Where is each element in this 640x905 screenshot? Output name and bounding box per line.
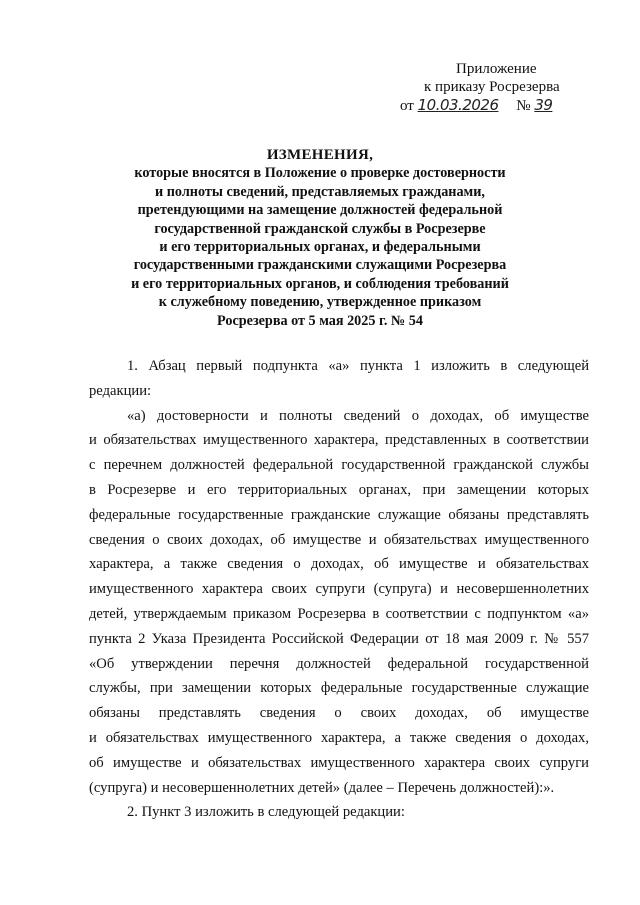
paragraph-line: пункта 2 Указа Президента Российской Федерации от 18 мая 2009 г. № 557 — [89, 630, 589, 647]
document-title — [0, 146, 640, 330]
paragraph-line: (супруга) и несовершеннолетних детей» (далее – Перечень должностей):». — [89, 779, 555, 796]
paragraph-line: об имуществе и обязательствах имущественного характера своих супруги — [89, 754, 589, 771]
paragraph-1 — [89, 354, 589, 404]
date-prefix: от — [400, 98, 414, 114]
title-line: и полноты сведений, представляемых гражданами, — [155, 183, 485, 200]
paragraph-line: «а) достоверности и полноты сведений о доходах, об имуществе — [127, 407, 589, 424]
document-body — [89, 354, 589, 825]
title-line: государственной гражданской службы в Росрезерве — [154, 220, 486, 237]
paragraph-line: и обязательствах имущественного характера, представленных в соответствии — [89, 432, 589, 449]
title-line: к служебному поведению, утвержденное приказом — [158, 294, 482, 311]
paragraph-line: в Росрезерве и его территориальных органах, при замещении которых — [89, 481, 589, 498]
title-line: и его территориальных органах, и федеральными — [159, 239, 481, 256]
paragraph-line: с перечнем должностей федеральной государственной гражданской службы — [89, 457, 589, 474]
title-heading: ИЗМЕНЕНИЯ, — [266, 147, 374, 163]
paragraph-line: детей, утверждаемым приказом Росрезерва в соответствии с подпунктом «а» — [89, 605, 589, 622]
paragraph-line: службы, при замещении которых федеральные государственные служащие — [89, 680, 589, 697]
appendix-date-number — [400, 96, 600, 115]
paragraph-line: имущественного характера своих супруги (супруга) и несовершеннолетних — [89, 581, 589, 598]
handwritten-number: 39 — [534, 96, 553, 114]
title-line: которые вносятся в Положение о проверке достоверности — [134, 165, 506, 182]
appendix-header — [400, 60, 600, 115]
paragraph-line: федеральные государственные гражданские служащие обязаны представлять — [89, 506, 589, 523]
paragraph-line: 2. Пункт 3 изложить в следующей редакции: — [127, 804, 405, 821]
title-line: государственными гражданскими служащими Росрезерва — [133, 257, 507, 274]
paragraph-line: сведения о своих доходах, об имуществе и обязательствах имущественного — [89, 531, 589, 548]
handwritten-date: 10.03.2026 — [417, 96, 499, 114]
paragraph-line: 1. Абзац первый подпункта «а» пункта 1 изложить в следующей — [127, 358, 589, 374]
appendix-label: Приложение — [456, 61, 537, 77]
paragraph-line: «Об утверждении перечня должностей федеральной государственной — [89, 655, 589, 672]
number-prefix: № — [516, 98, 531, 114]
paragraph-line: характера, а также сведения о доходах, об имуществе и обязательствах — [89, 556, 589, 573]
paragraph-line: и обязательствах имущественного характера, а также сведения о доходах, — [89, 729, 589, 746]
paragraph-3 — [89, 800, 589, 825]
paragraph-line: редакции: — [89, 382, 152, 399]
paragraph-line: обязаны представлять сведения о своих доходах, об имуществе — [89, 705, 589, 722]
title-line: Росрезерва от 5 мая 2025 г. № 54 — [217, 312, 423, 329]
title-line: претендующими на замещение должностей федеральной — [137, 202, 503, 219]
appendix-order-reference: к приказу Росрезерва — [424, 79, 560, 95]
title-line: и его территориальных органов, и соблюдения требований — [131, 275, 509, 292]
paragraph-2-quote — [89, 404, 589, 801]
